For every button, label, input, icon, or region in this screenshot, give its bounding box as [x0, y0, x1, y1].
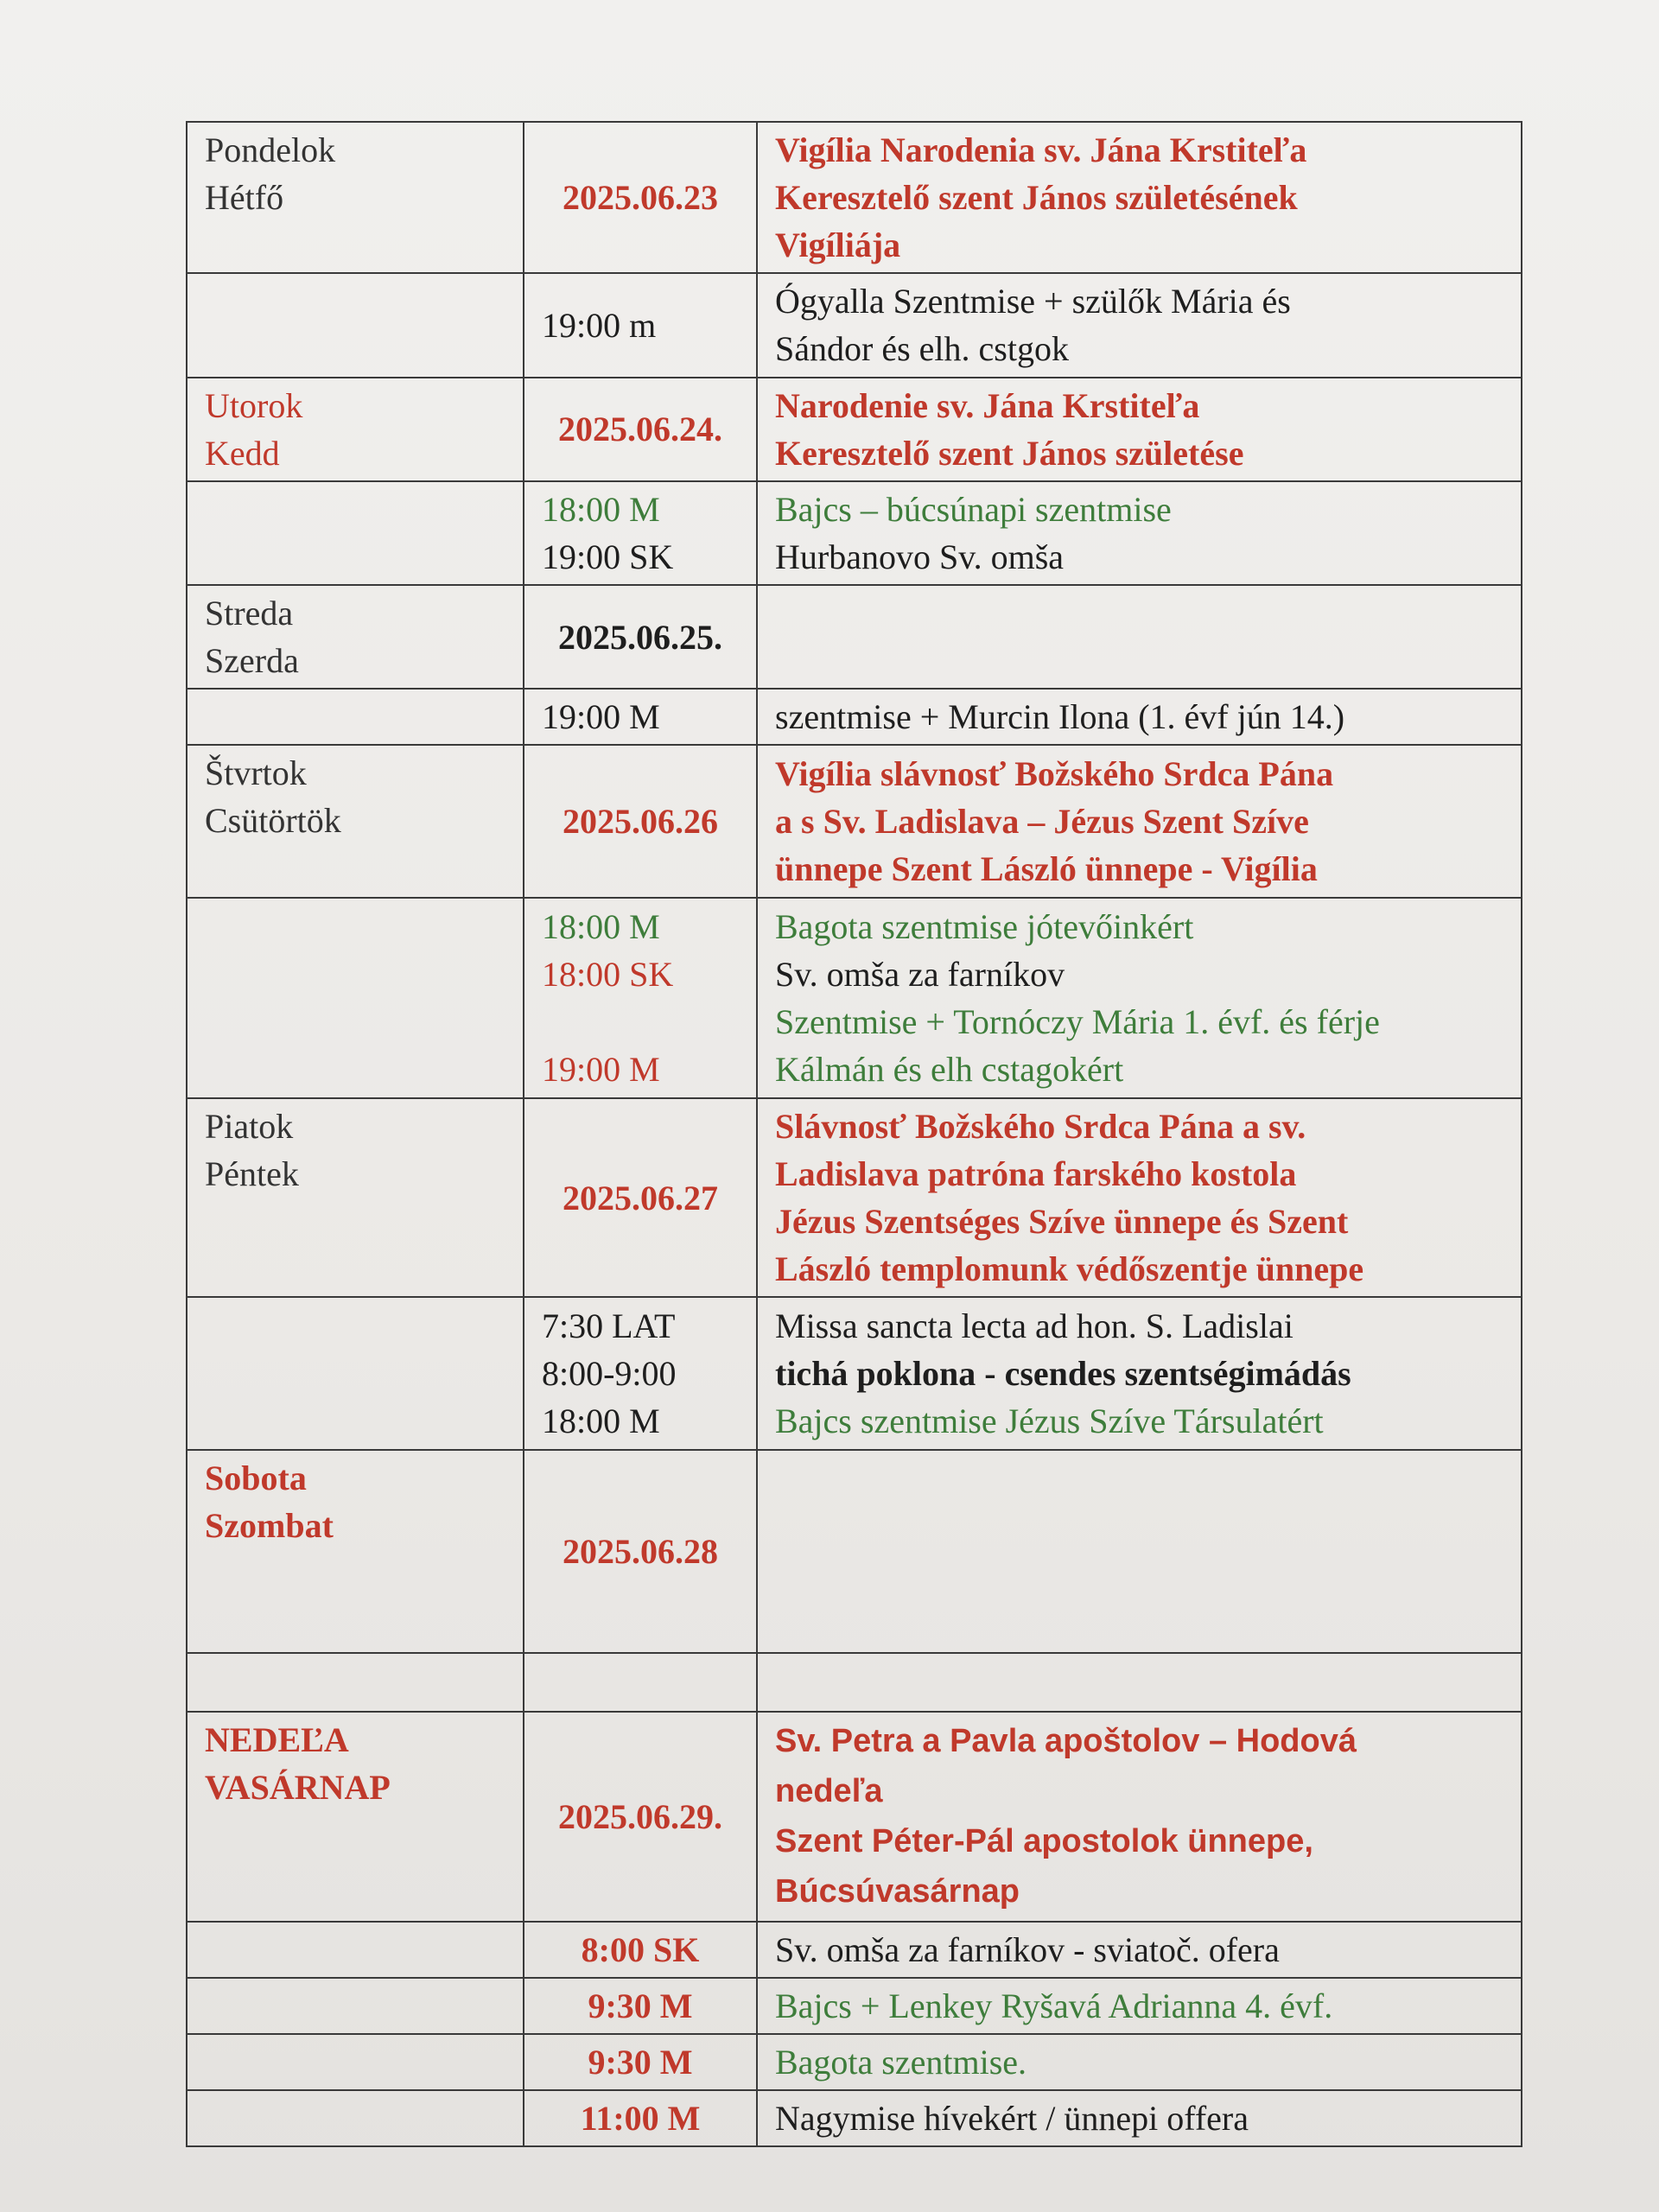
feast-title-cell [757, 122, 1522, 273]
day-name-hu: VASÁRNAP [205, 1768, 391, 1808]
empty-cell [187, 1922, 524, 1978]
mass-time-cell: 8:00 SK [524, 1922, 757, 1978]
date-cell: 2025.06.23 [524, 122, 757, 273]
empty-cell [187, 481, 524, 585]
intention-line: Sv. omša za farníkov [775, 954, 1065, 994]
day-name-cell [187, 122, 524, 273]
date-cell: 2025.06.24. [524, 378, 757, 481]
mass-row-tuesday [187, 481, 1522, 585]
date-cell: 2025.06.25. [524, 585, 757, 689]
feast-title-cell [757, 1450, 1522, 1653]
mass-time-cell: 19:00 M [524, 689, 757, 745]
mass-row-sunday [187, 1922, 1522, 1978]
intention-line: Missa sancta lecta ad hon. S. Ladislai [775, 1306, 1294, 1345]
mass-time: 19:00 SK [542, 537, 674, 576]
feast-title-line: Keresztelő szent János születése [775, 433, 1244, 473]
feast-title-line: Keresztelő szent János születésének [775, 178, 1298, 218]
feast-title-cell [757, 745, 1522, 897]
day-name-cell [187, 378, 524, 481]
intention-line: Sándor és elh. cstgok [775, 329, 1069, 369]
mass-time-cell [524, 898, 757, 1098]
date-cell: 2025.06.29. [524, 1712, 757, 1921]
day-name-hu: Szerda [205, 641, 299, 680]
empty-cell [187, 1653, 524, 1712]
day-name-hu: Péntek [205, 1154, 299, 1193]
day-name-cell [187, 1712, 524, 1921]
day-row-wednesday [187, 585, 1522, 689]
day-name-sk: Streda [205, 594, 294, 632]
intention-line: Ógyalla Szentmise + szülők Mária és [775, 282, 1291, 321]
intention-line: Bagota szentmise jótevőinkért [775, 906, 1194, 946]
empty-cell [757, 1653, 1522, 1712]
feast-title-line: Szent Péter-Pál apostolok ünnepe, [775, 1823, 1313, 1860]
feast-title-line: Vigíliája [775, 226, 901, 265]
feast-title-cell [757, 1712, 1522, 1921]
mass-row-sunday [187, 1978, 1522, 2034]
date-cell: 2025.06.28 [524, 1450, 757, 1653]
day-name-hu: Hétfő [205, 178, 284, 217]
day-name-cell [187, 1098, 524, 1297]
day-name-cell [187, 1450, 524, 1653]
day-row-tuesday [187, 378, 1522, 481]
intention-line: tichá poklona - csendes szentségimádás [775, 1353, 1351, 1393]
empty-cell [187, 2034, 524, 2090]
feast-title-cell [757, 378, 1522, 481]
feast-title-line: Búcsúvasárnap [775, 1873, 1020, 1910]
mass-row-wednesday [187, 689, 1522, 745]
intention-line: Szentmise + Tornóczy Mária 1. évf. és férje [775, 1001, 1380, 1041]
feast-title-line: Ladislava patróna farského kostola [775, 1154, 1297, 1194]
day-name-sk: Pondelok [205, 130, 336, 169]
feast-title-line: Slávnosť Božského Srdca Pána a sv. [775, 1107, 1306, 1147]
feast-title-cell [757, 1098, 1522, 1297]
mass-row-thursday [187, 898, 1522, 1098]
mass-time: 8:00-9:00 [542, 1353, 677, 1393]
intention-line: Bajcs szentmise Jézus Szíve Társulatért [775, 1401, 1324, 1440]
mass-time-cell: 19:00 m [524, 273, 757, 377]
day-name-hu: Kedd [205, 433, 280, 473]
day-name-cell [187, 745, 524, 897]
mass-intention-cell [757, 481, 1522, 585]
spacer [542, 998, 739, 1046]
feast-title-line: Vigília slávnosť Božského Srdca Pána [775, 753, 1334, 793]
mass-intention-cell [757, 898, 1522, 1098]
empty-cell [187, 1978, 524, 2034]
feast-title-line: Sv. Petra a Pavla apoštolov – Hodová [775, 1723, 1357, 1760]
mass-time-cell [524, 481, 757, 585]
mass-intention-cell: Bagota szentmise. [757, 2034, 1522, 2090]
mass-schedule-table [186, 121, 1522, 2147]
day-name-sk: Štvrtok [205, 753, 307, 793]
feast-title-line: a s Sv. Ladislava – Jézus Szent Szíve [775, 801, 1309, 841]
mass-intention-cell: Bajcs + Lenkey Ryšavá Adrianna 4. évf. [757, 1978, 1522, 2034]
feast-title-cell [757, 585, 1522, 689]
mass-time-cell: 9:30 M [524, 2034, 757, 2090]
intention-line: Bajcs – búcsúnapi szentmise [775, 489, 1172, 529]
mass-time-cell [524, 1297, 757, 1449]
empty-cell [187, 273, 524, 377]
feast-title-line: László templomunk védőszentje ünnepe [775, 1249, 1364, 1289]
day-row-saturday [187, 1450, 1522, 1653]
feast-title-line: ünnepe Szent László ünnepe - Vigília [775, 849, 1318, 888]
feast-title-line: Jézus Szentséges Szíve ünnepe és Szent [775, 1202, 1349, 1242]
mass-intention-cell: szentmise + Murcin Ilona (1. évf jún 14.) [757, 689, 1522, 745]
mass-time: 18:00 M [542, 489, 660, 529]
empty-cell [187, 898, 524, 1098]
mass-time: 19:00 M [542, 1049, 660, 1089]
mass-row-monday [187, 273, 1522, 377]
day-row-thursday [187, 745, 1522, 897]
day-row-monday [187, 122, 1522, 273]
date-cell: 2025.06.27 [524, 1098, 757, 1297]
mass-intention-cell [757, 1297, 1522, 1449]
mass-row-saturday [187, 1653, 1522, 1712]
day-name-sk: NEDEĽA [205, 1720, 349, 1760]
day-row-friday [187, 1098, 1522, 1297]
mass-row-friday [187, 1297, 1522, 1449]
day-name-sk: Utorok [205, 385, 303, 425]
feast-title-line: Narodenie sv. Jána Krstiteľa [775, 385, 1200, 425]
feast-title-line: Vigília Narodenia sv. Jána Krstiteľa [775, 130, 1307, 170]
day-row-sunday [187, 1712, 1522, 1921]
mass-time: 18:00 SK [542, 954, 674, 994]
day-name-hu: Csütörtök [205, 801, 341, 841]
day-name-sk: Sobota [205, 1458, 307, 1497]
mass-intention-cell: Sv. omša za farníkov - sviatoč. ofera [757, 1922, 1522, 1978]
mass-time: 18:00 M [542, 906, 660, 946]
mass-time-cell: 9:30 M [524, 1978, 757, 2034]
intention-line: Hurbanovo Sv. omša [775, 537, 1065, 576]
empty-cell [187, 2090, 524, 2146]
day-name-sk: Piatok [205, 1106, 294, 1146]
mass-time-cell: 11:00 M [524, 2090, 757, 2146]
empty-cell [187, 1297, 524, 1449]
mass-time: 7:30 LAT [542, 1306, 676, 1345]
mass-row-sunday [187, 2034, 1522, 2090]
empty-cell [187, 689, 524, 745]
date-cell: 2025.06.26 [524, 745, 757, 897]
mass-intention-cell: Nagymise hívekért / ünnepi offera [757, 2090, 1522, 2146]
mass-time: 18:00 M [542, 1401, 660, 1440]
empty-cell [524, 1653, 757, 1712]
day-name-hu: Szombat [205, 1505, 334, 1545]
mass-intention-cell [757, 273, 1522, 377]
feast-title-line: nedeľa [775, 1773, 883, 1810]
day-name-cell [187, 585, 524, 689]
intention-line: Kálmán és elh cstagokért [775, 1049, 1124, 1089]
mass-row-sunday [187, 2090, 1522, 2146]
